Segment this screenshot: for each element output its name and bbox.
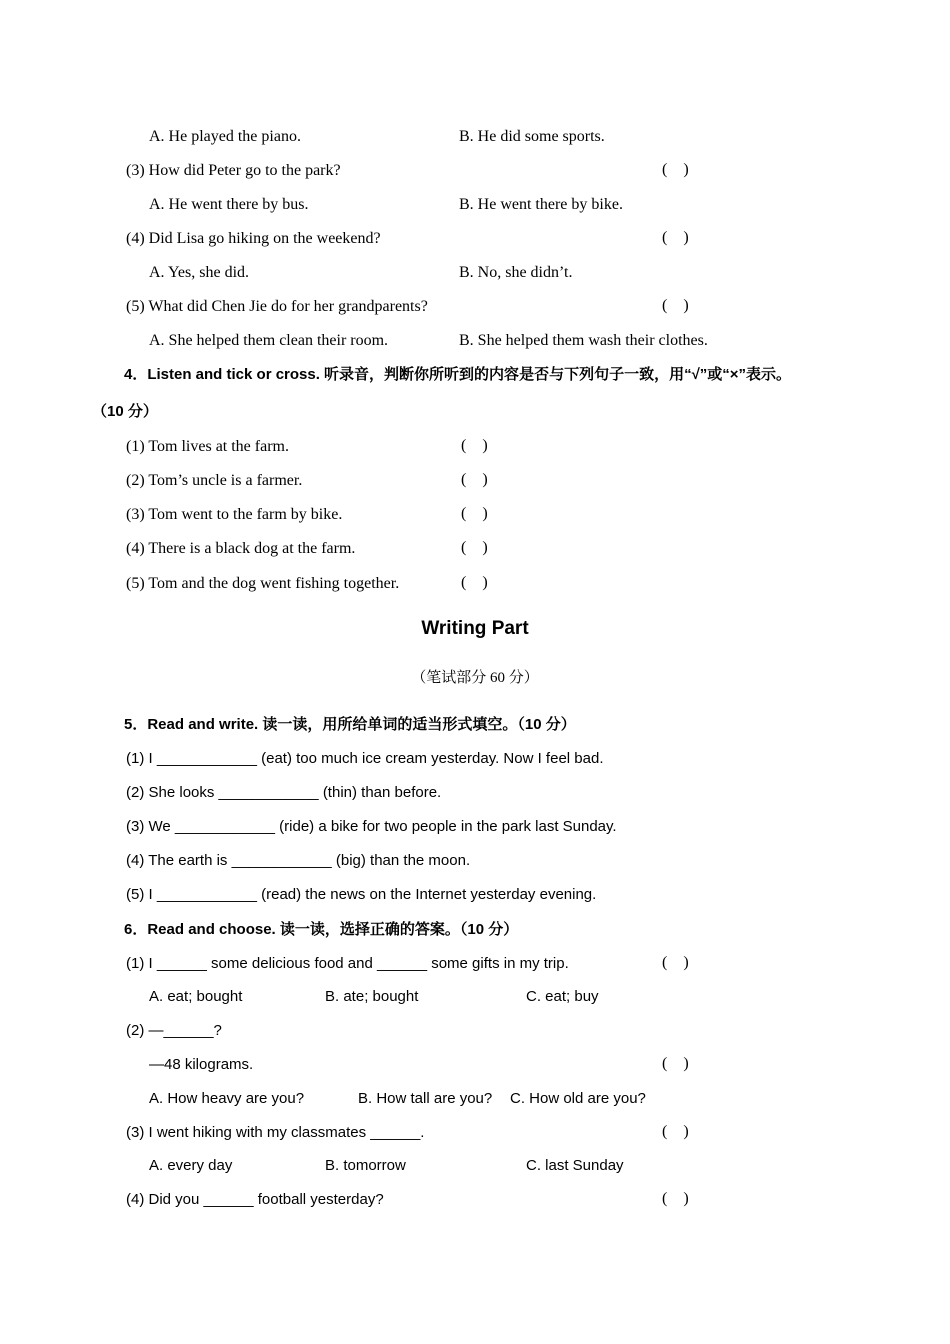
s6-q3-option-b: B. tomorrow [325, 1157, 406, 1174]
q4-answer-paren[interactable]: ( ) [662, 229, 689, 246]
writing-part-title: Writing Part [421, 618, 529, 639]
q5-option-a: A. She helped them clean their room. [149, 332, 389, 349]
q3-text: (3) How did Peter go to the park? [126, 162, 341, 179]
q5-option-b: B. She helped them wash their clothes. [459, 332, 708, 349]
s6-q4-paren[interactable]: ( ) [662, 1190, 689, 1207]
s4-item-3-paren[interactable]: ( ) [461, 505, 488, 522]
s4-item-5-paren[interactable]: ( ) [461, 574, 488, 591]
s6-q1-option-a: A. eat; bought [149, 988, 243, 1005]
section6-heading: 6．Read and choose. 读一读，选择正确的答案。（10 分） [124, 921, 519, 938]
s4-item-1: (1) Tom lives at the farm. [126, 438, 289, 455]
s4-item-2-paren[interactable]: ( ) [461, 471, 488, 488]
s4-item-4: (4) There is a black dog at the farm. [126, 540, 356, 557]
s5-item-1: (1) I ____________ (eat) too much ice cream yesterday. Now I feel bad. [126, 750, 604, 767]
s6-q2-paren[interactable]: ( ) [662, 1055, 689, 1072]
s5-item-2: (2) She looks ____________ (thin) than before. [126, 784, 442, 801]
s6-q1-option-c: C. eat; buy [526, 988, 599, 1005]
s6-q3-text: (3) I went hiking with my classmates ______. [126, 1124, 425, 1141]
q4-option-a: A. Yes, she did. [149, 264, 250, 281]
s5-item-4: (4) The earth is ____________ (big) than the moon. [126, 852, 471, 869]
q3-option-a: A. He went there by bus. [149, 196, 309, 213]
s6-q3-paren[interactable]: ( ) [662, 1123, 689, 1140]
s6-q2-option-c: C. How old are you? [510, 1090, 646, 1107]
section5-heading: 5．Read and write. 读一读，用所给单词的适当形式填空。（10 分） [124, 716, 576, 733]
q3-answer-paren[interactable]: ( ) [662, 161, 689, 178]
q5-answer-paren[interactable]: ( ) [662, 297, 689, 314]
s6-q2-option-b: B. How tall are you? [358, 1090, 493, 1107]
s6-q1-paren[interactable]: ( ) [662, 954, 689, 971]
q5-text: (5) What did Chen Jie do for her grandparents? [126, 298, 428, 315]
s4-item-2: (2) Tom’s uncle is a farmer. [126, 472, 303, 489]
s6-q1-option-b: B. ate; bought [325, 988, 419, 1005]
s4-item-1-paren[interactable]: ( ) [461, 437, 488, 454]
s6-q3-option-a: A. every day [149, 1157, 233, 1174]
s6-q4-text: (4) Did you ______ football yesterday? [126, 1191, 384, 1208]
q3-option-b: B. He went there by bike. [459, 196, 623, 213]
s6-q2-option-a: A. How heavy are you? [149, 1090, 305, 1107]
s6-q2-answer-line: —48 kilograms. [149, 1056, 254, 1073]
s6-q2-text: (2) —______? [126, 1022, 222, 1039]
s6-q3-option-c: C. last Sunday [526, 1157, 624, 1174]
s4-item-4-paren[interactable]: ( ) [461, 539, 488, 556]
s6-q1-text: (1) I ______ some delicious food and ______ some gifts in my trip. [126, 955, 569, 972]
s5-item-3: (3) We ____________ (ride) a bike for two people in the park last Sunday. [126, 818, 617, 835]
s4-item-3: (3) Tom went to the farm by bike. [126, 506, 343, 523]
q4-text: (4) Did Lisa go hiking on the weekend? [126, 230, 381, 247]
section4-heading: 4．Listen and tick or cross. 听录音，判断你所听到的内容是否与下列句子一致，用“√”或“×”表示。 [124, 366, 792, 383]
q2-option-a: A. He played the piano. [149, 128, 301, 145]
s4-item-5: (5) Tom and the dog went fishing together. [126, 575, 400, 592]
s5-item-5: (5) I ____________ (read) the news on the Internet yesterday evening. [126, 886, 597, 903]
section4-score: （10 分） [92, 403, 158, 420]
writing-part-subtitle: （笔试部分 60 分） [411, 670, 539, 686]
q4-option-b: B. No, she didn’t. [459, 264, 573, 281]
q2-option-b: B. He did some sports. [459, 128, 605, 145]
